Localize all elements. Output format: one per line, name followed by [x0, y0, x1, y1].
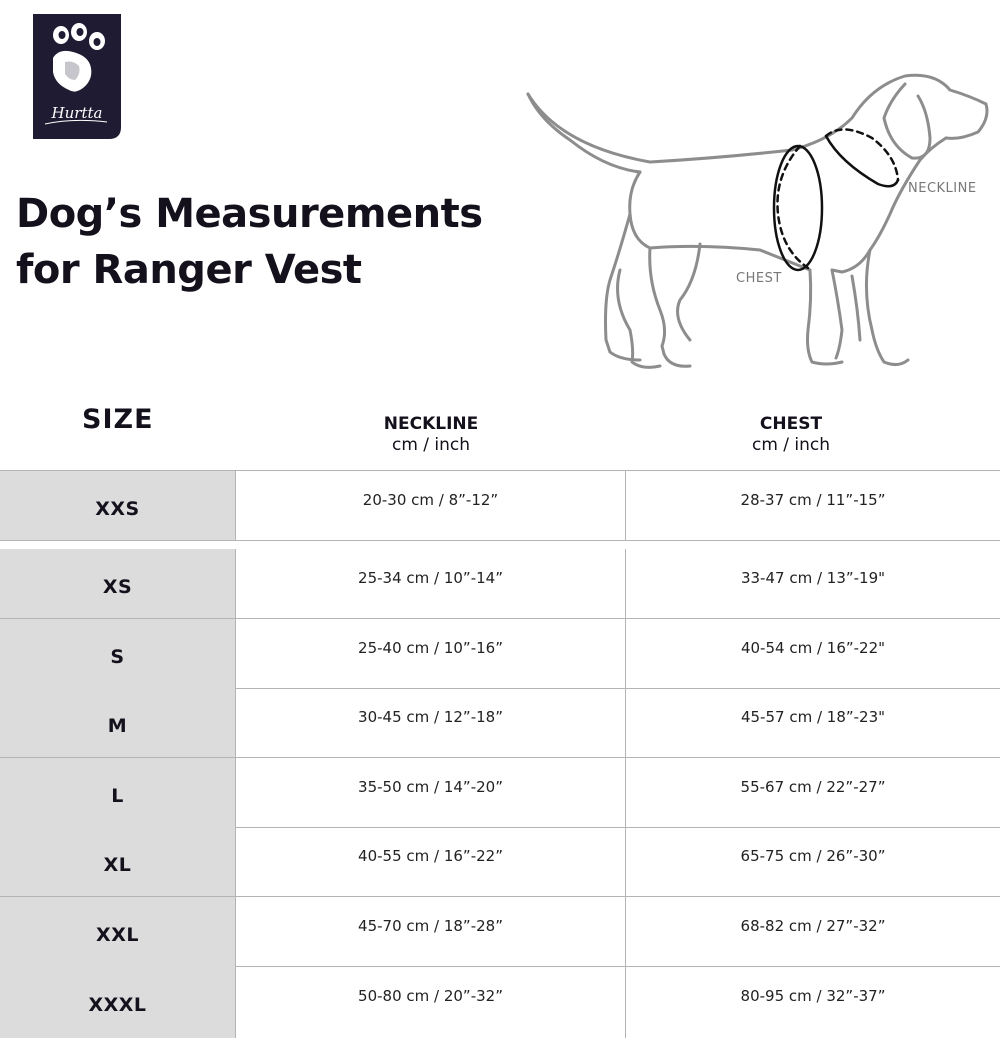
logo-wordmark: Hurtta	[51, 104, 103, 122]
table-row	[0, 827, 1000, 897]
size-cell: L	[0, 758, 236, 827]
neckline-cell: 20-30 cm / 8”-12”	[236, 471, 626, 540]
neckline-cell: 45-70 cm / 18”-28”	[236, 897, 626, 966]
table-row	[0, 549, 1000, 619]
chest-header-title: CHEST	[759, 414, 823, 434]
neckline-cell: 30-45 cm / 12”-18”	[236, 688, 626, 757]
brand-logo	[33, 14, 121, 139]
page-title	[16, 186, 483, 298]
size-cell: S	[0, 619, 236, 688]
chest-header-unit: cm / inch	[751, 435, 831, 455]
size-cell: M	[0, 688, 236, 757]
neckline-column-header	[336, 414, 526, 456]
table-row	[0, 688, 1000, 758]
chest-cell: 68-82 cm / 27”-32”	[740, 916, 886, 935]
chest-cell: 45-57 cm / 18”-23"	[740, 707, 886, 726]
table-row	[0, 758, 1000, 828]
table-row	[0, 471, 1000, 541]
chest-cell: 28-37 cm / 11”-15”	[740, 490, 886, 509]
table-row	[0, 966, 1000, 1038]
size-cell: XS	[0, 549, 236, 618]
neckline-cell: 35-50 cm / 14”-20”	[236, 758, 626, 827]
chest-cell: 80-95 cm / 32”-37”	[740, 987, 886, 1005]
chest-cell: 33-47 cm / 13”-19"	[740, 568, 886, 587]
neckline-cell: 50-80 cm / 20”-32”	[236, 966, 626, 1038]
neckline-label: NECKLINE	[908, 181, 977, 196]
size-table	[0, 470, 1000, 1037]
dog-outline-icon	[520, 62, 1000, 382]
chest-cell: 55-67 cm / 22”-27”	[740, 777, 886, 796]
chest-label: CHEST	[736, 271, 782, 286]
size-column-header: SIZE	[82, 404, 154, 435]
size-cell: XXS	[0, 471, 236, 540]
neckline-cell: 40-55 cm / 16”-22”	[236, 827, 626, 896]
table-row	[0, 897, 1000, 967]
paw-print-icon	[33, 14, 121, 139]
chest-cell: 40-54 cm / 16”-22"	[740, 638, 886, 657]
page-title-line-1: Dog’s Measurements	[16, 191, 483, 237]
chest-column-header	[696, 414, 886, 456]
size-cell: XXXL	[0, 966, 236, 1038]
size-cell: XL	[0, 827, 236, 896]
neckline-cell: 25-40 cm / 10”-16”	[236, 619, 626, 688]
size-cell: XXL	[0, 897, 236, 966]
neckline-header-title: NECKLINE	[383, 414, 479, 434]
chest-cell: 65-75 cm / 26”-30”	[740, 846, 886, 865]
neckline-cell: 25-34 cm / 10”-14”	[236, 549, 626, 618]
table-row	[0, 619, 1000, 689]
neckline-header-unit: cm / inch	[391, 435, 471, 455]
page-title-line-2: for Ranger Vest	[16, 247, 362, 293]
